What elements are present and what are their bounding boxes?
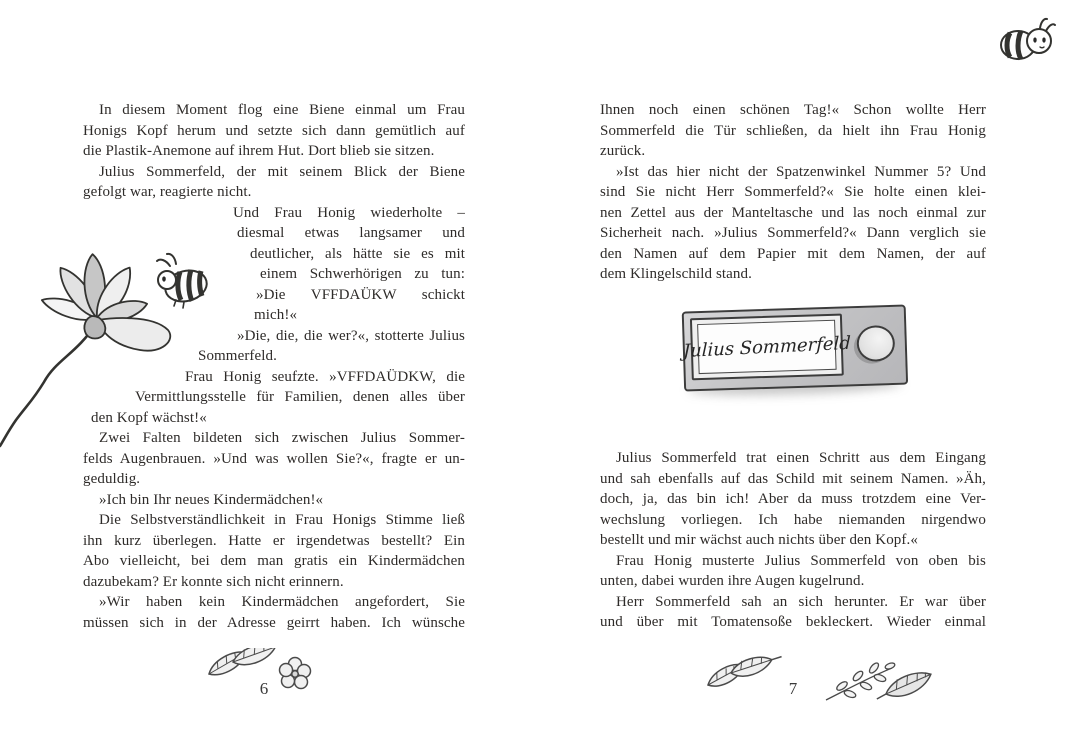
anemone-flower-icon <box>39 253 170 350</box>
text-line: Die Selbstverständlichkeit in Frau Honigs Stimme ließ <box>99 512 465 528</box>
text-line: bestellt und mir wächst auch nichts über den Kopf.« <box>600 532 918 548</box>
text-line: In diesem Moment flog eine Biene einmal um Frau <box>99 102 465 118</box>
text-line: Abo vielleicht, bei dem man gratis ein Kindermädchen <box>83 553 465 569</box>
flower-stem <box>0 324 96 446</box>
text-line: Julius Sommerfeld, der mit seinem Blick der Biene <box>99 163 465 180</box>
text-line: müssen sich in der Adresse geirrt haben. Ich wünsche <box>83 614 465 631</box>
right-page-text-bottom <box>600 448 986 633</box>
doorbell-sign-illustration <box>682 304 911 397</box>
text-line: Frau Honig seufzte. »VFFDAÜDKW, die <box>185 368 465 385</box>
text-line: deutlicher, als hätte sie es mit <box>250 245 465 262</box>
text-line: doch, ja, das bin ich! Aber da muss trotzdem eine Ver- <box>600 491 986 507</box>
right-page-text-top <box>600 100 986 285</box>
doorbell-name-text: Julius Sommerfeld <box>682 332 851 362</box>
doorbell-housing <box>682 305 908 392</box>
text-line: und sah ebenfalls auf das Schild mit seinem Namen. »Äh, <box>600 470 986 487</box>
doorbell-nameplate <box>682 314 851 381</box>
text-line: die Plastik-Anemone auf ihrem Hut. Dort blieb sie sitzen. <box>83 143 435 159</box>
leaf-icon <box>231 648 287 667</box>
text-line: Sommerfeld. <box>198 348 278 364</box>
text-line: »Ich bin Ihr neues Kindermädchen!« <box>99 491 324 508</box>
text-line: dazubekam? Er konnte sich nicht erinnern. <box>83 573 344 590</box>
text-line: Und Frau Honig wiederholte – <box>233 204 465 221</box>
text-line: Sicherheit nach. »Julius Sommerfeld?« Dann verglich sie <box>600 225 986 241</box>
text-line: nen Zettel aus der Manteltasche und las noch einmal zur <box>600 204 986 221</box>
text-line: gefolgt war, reagierte nicht. <box>83 184 252 200</box>
text-line: sind Sie nicht Herr Sommerfeld?« Sie holte einen klei- <box>600 184 986 200</box>
blossom-icon <box>280 658 311 689</box>
bee-icon <box>157 254 210 308</box>
text-line: diesmal etwas langsamer und <box>237 225 465 241</box>
text-line: mich!« <box>254 307 298 323</box>
text-line: Vermittlungsstelle für Familien, denen alles über <box>135 389 465 405</box>
page-number-right: 7 <box>788 679 798 698</box>
bee-icon <box>996 12 1058 66</box>
text-line: Frau Honig musterte Julius Sommerfeld von oben bis <box>616 552 986 569</box>
text-line: »Die, die, die wer?«, stotterte Julius <box>237 327 465 344</box>
text-line: Honigs Kopf herum und setzte sich dann gemütlich auf <box>83 122 465 139</box>
text-line: Herr Sommerfeld sah an sich herunter. Er war über <box>616 593 986 610</box>
leaf-icon <box>730 655 784 678</box>
text-line: »Die VFFDAÜKW schickt <box>256 286 465 303</box>
page-number-left: 6 <box>259 679 269 698</box>
text-line: ihn kurz überlegen. Hatte er irgendetwas bestellt? Ein <box>83 532 465 549</box>
text-line: Julius Sommerfeld trat einen Schritt aus dem Eingang <box>616 450 986 466</box>
text-line: einem Schwerhörigen zu tun: <box>260 266 465 282</box>
text-line: geduldig. <box>83 471 141 487</box>
text-line: »Ist das hier nicht der Spatzenwinkel Nummer 5? Und <box>616 163 986 180</box>
text-line: dem Klingelschild stand. <box>600 266 752 282</box>
text-line: Sommerfeld die Tür schließen, da hielt ihn Frau Honig <box>600 122 986 139</box>
text-line: zurück. <box>600 143 646 159</box>
doorbell-button <box>856 325 895 362</box>
text-line: wechslung vorliegen. Ich habe niemanden nirgendwo <box>600 511 986 528</box>
text-line: den Kopf wächst!« <box>91 409 207 426</box>
text-line: und über mit Tomatensoße bekleckert. Wieder einmal <box>600 614 986 630</box>
text-line: den Namen auf dem Papier mit dem Namen, der auf <box>600 245 986 262</box>
text-line: unten, dabei wurden ihre Augen kugelrund. <box>600 573 865 589</box>
leaf-icon <box>876 664 942 712</box>
text-line: Zwei Falten bildeten sich zwischen Julius Sommer- <box>99 430 465 446</box>
text-line: Ihnen noch einen schönen Tag!« Schon wollte Herr <box>600 102 986 118</box>
doorbell-name-label <box>682 320 851 374</box>
text-line: felds Augenbrauen. »Und was wollen Sie?«, fragte er un- <box>83 450 465 467</box>
text-line: »Wir haben kein Kindermädchen angefordert, Sie <box>99 594 465 610</box>
flower-and-bee-illustration <box>0 222 232 464</box>
